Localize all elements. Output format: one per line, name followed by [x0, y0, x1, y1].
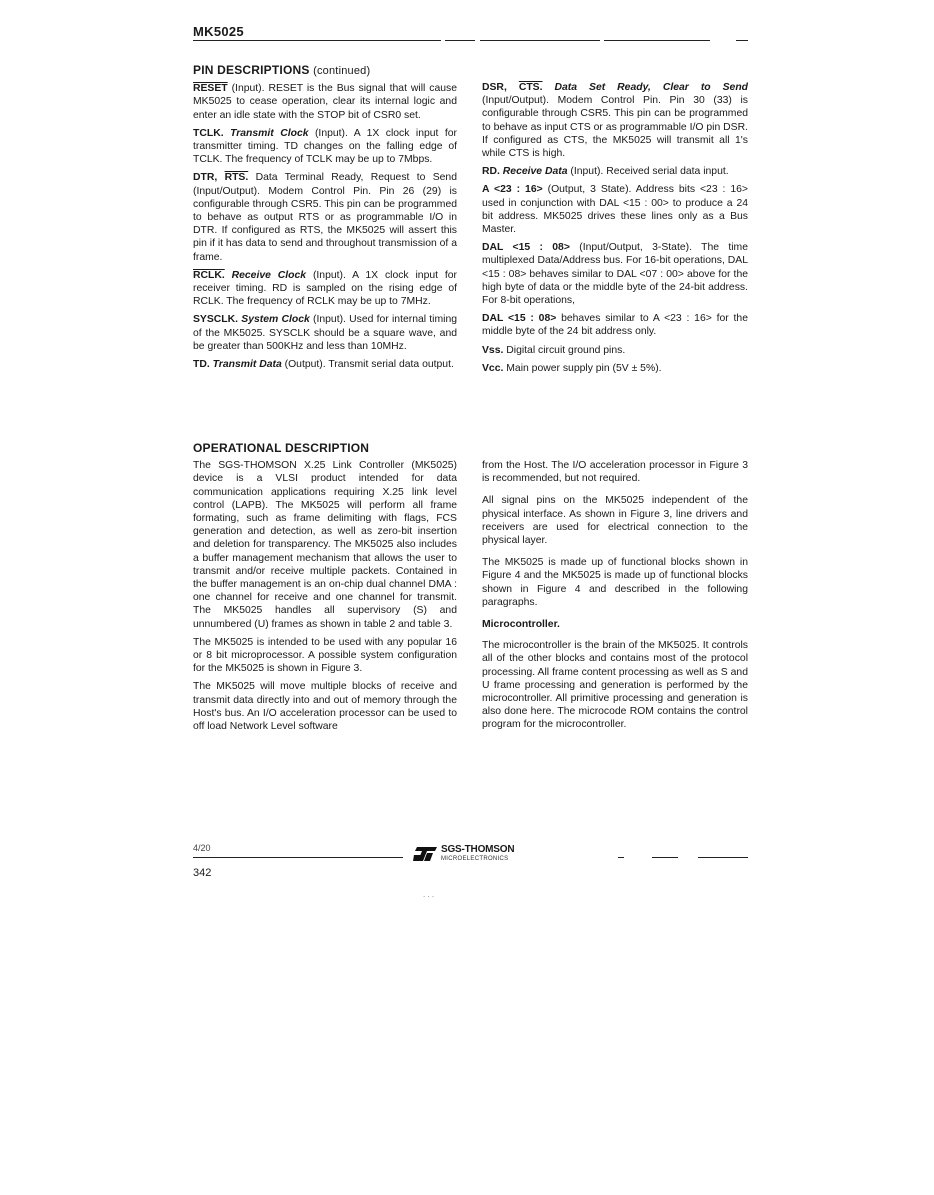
pin-reset	[193, 82, 457, 122]
pin-name: CTS.	[518, 82, 543, 93]
header-rule	[736, 40, 748, 41]
pin-tclk	[193, 127, 457, 167]
section-title-continued: (continued)	[313, 65, 371, 77]
operational-description-title: OPERATIONAL DESCRIPTION	[193, 441, 370, 455]
footer-rule	[618, 857, 624, 858]
pin-name: Vcc.	[482, 362, 504, 374]
pin-name: TD.	[193, 359, 210, 371]
pin-descriptions-title	[193, 64, 457, 78]
pin-a	[482, 183, 748, 236]
header-rule	[604, 40, 710, 41]
paragraph: The MK5025 is made up of functional blocks shown in Figure 4 and the MK5025 is made up of functional blocks shown in Figure 4 and described in the following paragraphs.	[482, 557, 748, 608]
pin-rd	[482, 165, 748, 178]
pin-text: behaves similar to A <23 : 16> for the middle byte of the 24 bit address only.	[482, 313, 748, 338]
pin-descriptions-right	[482, 81, 748, 380]
pin-name: RESET	[193, 83, 228, 95]
pin-text: (Input). A 1X clock input for receiver timing. RD is sampled on the rising edge of RCLK. The frequency of RCLK may be up to 7MHz.	[193, 269, 458, 308]
pin-text: (Output). Transmit serial data output.	[281, 359, 454, 371]
pin-title: Receive Data	[502, 166, 568, 178]
pin-name: A <23 : 16>	[482, 184, 543, 196]
pin-title: Transmit Clock	[230, 127, 309, 139]
pin-text: (Input). Used for internal timing of the MK5025. SYSCLK should be a square wave, and be greater than 500KHz and less than 10MHz.	[193, 314, 458, 352]
operational-description-right	[482, 459, 748, 737]
pin-dal-2	[482, 312, 748, 338]
pin-title: Transmit Data	[212, 359, 282, 371]
pin-title: Receive Clock	[231, 269, 307, 281]
pin-text: (Input). RESET is the Bus signal that will cause MK5025 to cease operation, clear its internal logic and enter an idle state with the STOP bit of CSR0 set.	[193, 83, 457, 121]
paragraph: The MK5025 is intended to be used with any popular 16 or 8 bit microprocessor. A possible system configuration for the MK5025 is shown in Figure 3.	[193, 636, 457, 675]
footer-rule	[193, 857, 403, 858]
pin-name: TCLK.	[193, 127, 224, 139]
sgs-thomson-logo	[413, 843, 533, 867]
operational-description-left	[193, 442, 457, 738]
pin-name: Vss.	[482, 344, 504, 356]
pin-sysclk	[193, 313, 457, 353]
pin-vcc	[482, 362, 748, 375]
paragraph: The microcontroller is the brain of the MK5025. It controls all of the other blocks and contains most of the protocol processing. All frame content processing as well as S and U frame processing and generation is performed by the microcontroller. All primitive processing and generation is also done here. The microcode ROM contains the control program for the microcontroller.	[482, 640, 748, 731]
footer-rule	[652, 857, 678, 858]
footer-code: 4/20	[193, 843, 211, 853]
st-logo-icon	[413, 845, 439, 863]
footer-dots: . . .	[423, 890, 435, 899]
header-rule	[445, 40, 475, 41]
pin-name: DAL <15 : 08>	[482, 313, 557, 325]
pin-text: Digital circuit ground pins.	[503, 344, 626, 356]
pin-title: Data Set Ready, Clear to Send	[554, 82, 749, 93]
pin-text: (Output, 3 State). Address bits <23 : 16> used in conjunction with DAL <15 : 00> to produce a 24 bit address. MK5025 drives these lines only as a Bus Master.	[482, 184, 748, 236]
pin-name: RTS.	[224, 172, 249, 184]
page-number: 342	[193, 867, 212, 879]
pin-text: (Input). Received serial data input.	[567, 166, 729, 178]
paragraph: from the Host. The I/O acceleration processor in Figure 3 is recommended, but not required.	[482, 460, 748, 485]
pin-text: (Input). A 1X clock input for transmitter timing. TD changes on the falling edge of TCLK. The frequency of TCLK may be up to 7Mbps.	[193, 127, 457, 166]
pin-td	[193, 358, 457, 371]
footer-rule	[698, 857, 748, 858]
pin-descriptions-left	[193, 64, 457, 376]
paragraph: The SGS-THOMSON X.25 Link Controller (MK5025) device is a VLSI product intended for data communication applications requiring X.25 link level control (LAPB). The MK5025 will perform all frame formating, such as frame delimiting with flags, FCS generation and detection, as well as zero-bit insertion and deletion for transparency. The MK5025 also includes a buffer management mechanism that allows the user to transmit and/or receive multiple packets. Contained in the buffer management is an on-chip dual channel DMA : one channel for receive and one channel for transmit. The MK5025 handles all supervisory (S) and unnumbered (U) frames as shown in table 2 and table 3.	[193, 460, 457, 630]
header-rule	[480, 40, 600, 41]
pin-text: Main power supply pin (5V ± 5%).	[503, 362, 662, 374]
paragraph: The MK5025 will move multiple blocks of receive and transmit data directly into and out of memory through the Host's bus. An I/O acceleration processor can be used to off load Network Level software	[193, 681, 457, 733]
pin-name: DTR,	[193, 172, 218, 184]
pin-vss	[482, 344, 748, 357]
pin-text: Data Terminal Ready, Request to Send (Input/Output). Modem Control Pin. Pin 26 (29) is configurable through CSR5. This pin can be programmed to behave as output RTS or as programmable I/O in DTR. If configured as RTS, the MK5025 will assert this pin if it has data to send and throughout transmission of a frame.	[193, 172, 457, 263]
pin-dtr-rts	[193, 171, 457, 263]
page-header-title: MK5025	[193, 24, 244, 39]
pin-title: System Clock	[241, 314, 310, 326]
pin-rclk	[193, 269, 457, 309]
microcontroller-subtitle: Microcontroller.	[482, 619, 560, 631]
logo-subtitle: MICROELECTRONICS	[441, 856, 509, 862]
pin-name: RCLK.	[193, 269, 225, 281]
pin-dsr-cts	[482, 81, 748, 160]
header-rule	[193, 40, 441, 41]
pin-name: SYSCLK.	[193, 314, 239, 326]
pin-name: DSR,	[482, 82, 507, 93]
pin-text: (Input/Output, 3-State). The time multiplexed Data/Address bus. For 16-bit operations, DAL <15 : 08> behaves similar to DAL <07 : 00> above for the high byte of data or the middle byte of the 24-bit address. For 8-bit operations,	[482, 242, 748, 307]
pin-text: (Input/Output). Modem Control Pin. Pin 30 (33) is configurable through CSR5. This pin can be programmed to behave as input CTS or as programmable I/O pin DSR. If configured as CTS, the MK5025 will transmit all 1's while CTS is high.	[482, 95, 748, 160]
section-title: PIN DESCRIPTIONS	[193, 63, 310, 77]
paragraph: All signal pins on the MK5025 independent of the physical interface. As shown in Figure 3, line drivers and receivers are used for electrical connection to the physical layer.	[482, 495, 748, 547]
pin-name: DAL <15 : 08>	[482, 242, 570, 254]
pin-name: RD.	[482, 166, 500, 178]
pin-dal-1	[482, 241, 748, 307]
logo-name: SGS-THOMSON	[441, 844, 515, 855]
